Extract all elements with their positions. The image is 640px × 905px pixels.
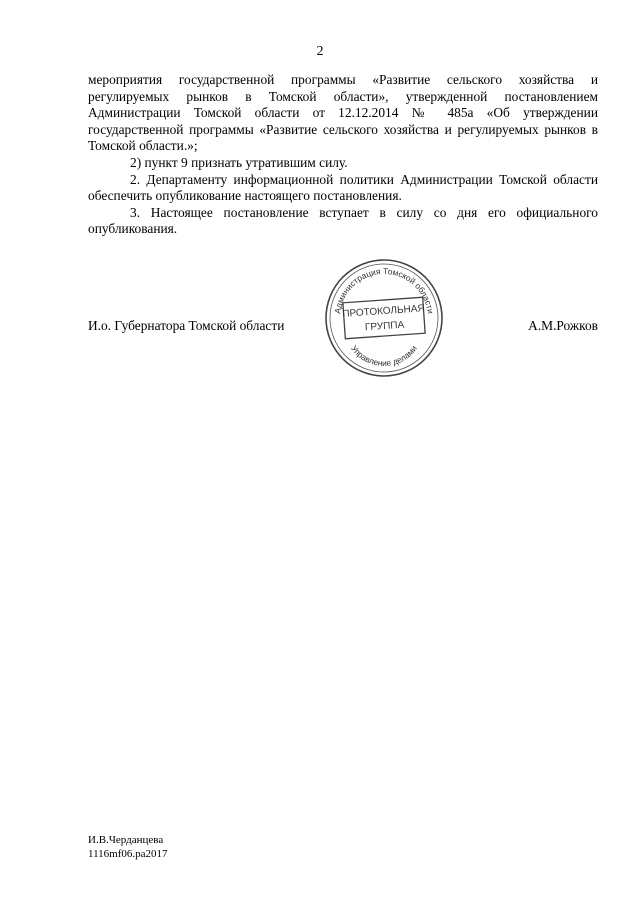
signatory-name: А.М.Рожков: [528, 318, 598, 333]
footer-executor-info: [88, 833, 168, 861]
stamp-text-top: Администрация Томской области: [332, 265, 436, 315]
body-text: [88, 72, 598, 238]
paragraph-point-3: 3. Настоящее постановление вступает в силу со дня его официального опубликования.: [88, 204, 598, 237]
page-number: 2: [316, 44, 324, 59]
paragraph-point-2: 2. Департаменту информационной политики Администрации Томской области обеспечить опубликование настоящего постановления.: [88, 171, 598, 204]
paragraph-continuation: мероприятия государственной программы «Развитие сельского хозяйства и регулируемых рынков в Томской области», утвержденной постановлением Администрации Томской области от 12.12.2014 № 485а «Об утверждении государственной программы «Развитие сельского хозяйства и регулируемых рынков в Томской области.»;: [88, 72, 598, 154]
executor-name: И.В.Черданцева: [88, 834, 164, 846]
official-stamp-icon: [322, 256, 446, 380]
svg-text:Управление делами: [349, 343, 419, 368]
document-code: 1116mf06.pa2017: [88, 848, 168, 860]
stamp-text-bottom: Управление делами: [349, 343, 419, 369]
stamp-center-line1: ПРОТОКОЛЬНАЯ: [342, 303, 426, 320]
signatory-position: И.о. Губернатора Томской области: [88, 318, 285, 333]
paragraph-item-2: 2) пункт 9 признать утратившим силу.: [130, 154, 348, 170]
stamp-center-line2: ГРУППА: [364, 319, 405, 334]
